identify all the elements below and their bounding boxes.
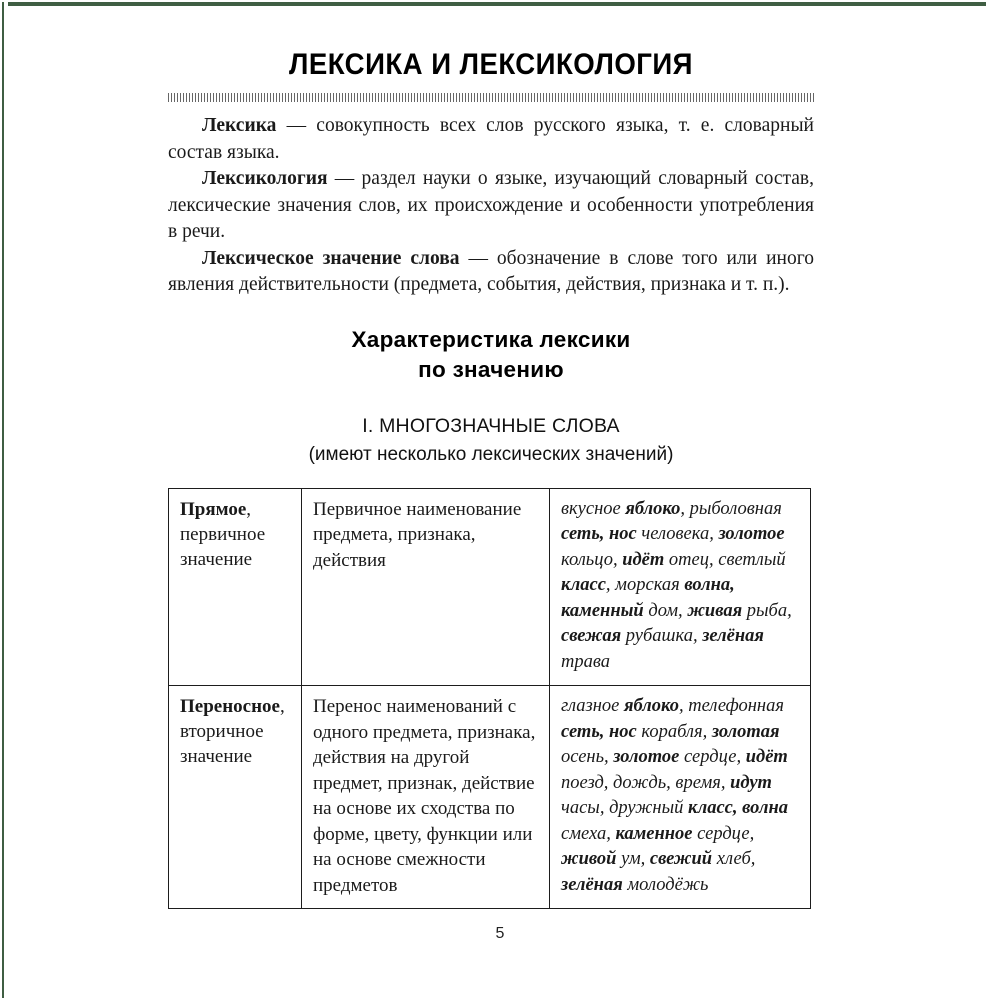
- cell-examples: глазное яблоко, телефонная сеть, нос корабля, золотая осень, золотое сердце, идёт поезд, дождь, время, идут часы, дружный класс, волна смеха, каменное сердце, живой ум, свежий хлеб, зелёная молодёжь: [550, 686, 811, 909]
- table-row: [169, 488, 811, 686]
- intro-term: Лексикология: [202, 168, 328, 189]
- intro-paragraph: Лексикология — раздел науки о языке, изучающий словарный состав, лексические значения слов, их происхождение и особенности употребления в речи.: [168, 168, 814, 242]
- meaning-types-table-body: [169, 488, 811, 909]
- title-divider-rule: [168, 93, 814, 102]
- cell-meaning-type: Переносное, вторичное значение: [169, 686, 302, 909]
- cell-meaning-type: Прямое, первичное значение: [169, 488, 302, 686]
- cell-definition: Перенос наименований с одного предмета, признака, действия на другой предмет, признак, действие на основе их сходства по форме, цвету, функции или на основе смежности предметов: [302, 686, 550, 909]
- intro-term: Лексическое значение слова: [202, 247, 460, 269]
- intro-paragraphs: [168, 113, 814, 299]
- cell-definition: Первичное наименование предмета, признака, действия: [302, 488, 550, 686]
- cell-examples: вкусное яблоко, рыболовная сеть, нос человека, золотое кольцо, идёт отец, светлый класс, морская волна, каменный дом, живая рыба, свежая рубашка, зелёная трава: [550, 488, 811, 686]
- meaning-types-table: [168, 488, 811, 910]
- section-heading-line-1: Характеристика лексики: [351, 326, 631, 352]
- table-row: [169, 686, 811, 909]
- section-heading-line-2: по значению: [418, 356, 564, 382]
- subsection-title: I. МНОГОЗНАЧНЫЕ СЛОВА: [362, 414, 620, 437]
- section-heading: [168, 325, 814, 385]
- subsection-note: (имеют несколько лексических значений): [308, 443, 674, 465]
- page-number: 5: [495, 925, 505, 942]
- page-content: [168, 46, 814, 909]
- subsection-block: [168, 413, 814, 468]
- intro-term: Лексика: [202, 115, 277, 136]
- intro-paragraph: Лексика — совокупность всех слов русского языка, т. е. словарный состав языка.: [168, 115, 814, 163]
- intro-paragraph: Лексическое значение слова — обозначение в слове того или иного явления действительности (предмета, события, действия, признака и т. п.).: [168, 247, 814, 295]
- page-title: ЛЕКСИКА И ЛЕКСИКОЛОГИЯ: [289, 48, 693, 81]
